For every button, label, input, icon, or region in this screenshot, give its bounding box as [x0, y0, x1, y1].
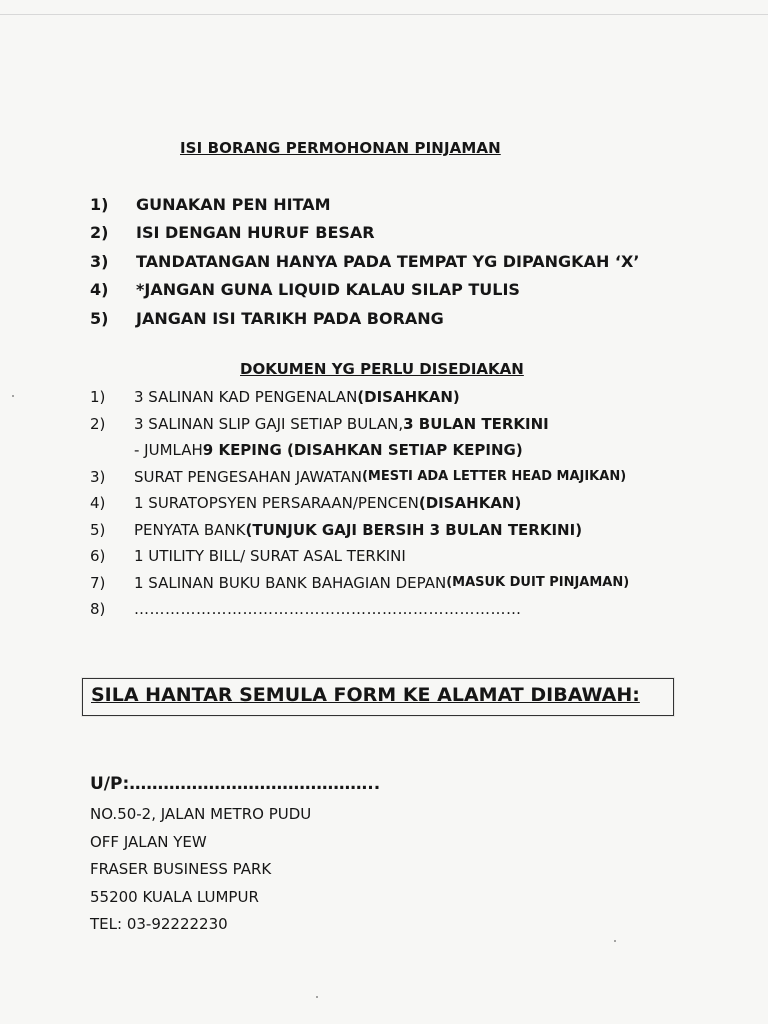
telephone-line: TEL: 03-92222230 — [90, 915, 228, 933]
documents-required-title: DOKUMEN YG PERLU DISEDIAKAN — [240, 360, 524, 378]
address-line: FRASER BUSINESS PARK — [90, 860, 272, 878]
document-text: SURAT PENGESAHAN JAWATAN — [134, 467, 362, 486]
instruction-number: 1) — [90, 194, 109, 214]
document-number: 6) — [90, 547, 106, 566]
instruction-text: ISI DENGAN HURUF BESAR — [136, 223, 375, 243]
document-text: 3 SALINAN KAD PENGENALAN — [134, 388, 358, 407]
instruction-text: JANGAN ISI TARIKH PADA BORANG — [136, 308, 444, 328]
scan-speck — [12, 395, 14, 397]
document-item-blank — [90, 596, 629, 623]
document-emphasis: (DISAHKAN) — [357, 388, 460, 407]
scan-speck — [614, 940, 616, 942]
address-line: OFF JALAN YEW — [90, 832, 207, 851]
instruction-text: TANDATANGAN HANYA PADA TEMPAT YG DIPANGKAH ‘X’ — [136, 251, 640, 271]
return-address-notice-box — [82, 678, 674, 716]
instruction-item — [90, 247, 639, 276]
document-emphasis: 9 KEPING (DISAHKAN SETIAP KEPING) — [202, 441, 523, 460]
document-text: 3 SALINAN SLIP GAJI SETIAP BULAN, — [134, 414, 404, 433]
document-item — [90, 570, 629, 597]
instruction-item — [90, 190, 639, 219]
document-item — [90, 517, 629, 544]
document-item — [90, 411, 629, 438]
document-emphasis: 3 BULAN TERKINI — [403, 414, 549, 433]
document-text: - JUMLAH — [134, 441, 203, 460]
instruction-text: GUNAKAN PEN HITAM — [136, 194, 331, 214]
attention-line: U/P:…………………………………….. — [90, 774, 381, 794]
return-address-notice: SILA HANTAR SEMULA FORM KE ALAMAT DIBAWAH: — [91, 684, 640, 706]
document-text: 1 SURATOPSYEN PERSARAAN/PENCEN — [134, 494, 419, 513]
document-emphasis: (TUNJUK GAJI BERSIH 3 BULAN TERKINI) — [245, 520, 583, 539]
document-number: 3) — [90, 467, 106, 486]
document-text: 1 UTILITY BILL/ SURAT ASAL TERKINI — [134, 547, 406, 566]
scan-speck — [316, 996, 318, 998]
instruction-number: 3) — [90, 251, 109, 271]
document-item — [90, 543, 629, 570]
scan-top-edge — [0, 0, 768, 15]
document-number: 1) — [90, 388, 106, 407]
document-item — [90, 490, 629, 517]
document-note: (MESTI ADA LETTER HEAD MAJIKAN) — [361, 469, 627, 485]
mailing-address — [90, 801, 311, 939]
document-number: 8) — [90, 600, 106, 619]
document-number: 5) — [90, 520, 106, 539]
address-line: NO.50-2, JALAN METRO PUDU — [90, 805, 312, 823]
address-line: 55200 KUALA LUMPUR — [90, 887, 259, 906]
document-text: 1 SALINAN BUKU BANK BAHAGIAN DEPAN — [134, 573, 447, 592]
document-text: PENYATA BANK — [134, 520, 246, 539]
documents-list — [90, 384, 629, 623]
document-number: 7) — [90, 573, 106, 592]
instruction-number: 5) — [90, 308, 109, 328]
form-instructions-title: ISI BORANG PERMOHONAN PINJAMAN — [180, 139, 501, 157]
instruction-item — [90, 304, 639, 333]
document-number: 2) — [90, 414, 106, 433]
document-note: (MASUK DUIT PINJAMAN) — [446, 575, 630, 591]
document-emphasis: (DISAHKAN) — [418, 494, 522, 513]
instruction-number: 2) — [90, 223, 109, 243]
instruction-item — [90, 219, 639, 248]
instruction-list — [90, 190, 639, 333]
instruction-item — [90, 276, 639, 305]
document-item — [90, 464, 629, 491]
document-number: 4) — [90, 494, 106, 513]
instruction-text: *JANGAN GUNA LIQUID KALAU SILAP TULIS — [136, 280, 520, 300]
instruction-number: 4) — [90, 280, 109, 300]
blank-fill-line: ………………………………………………………………… — [134, 600, 522, 619]
document-item-continued — [90, 437, 629, 464]
document-item — [90, 384, 629, 411]
